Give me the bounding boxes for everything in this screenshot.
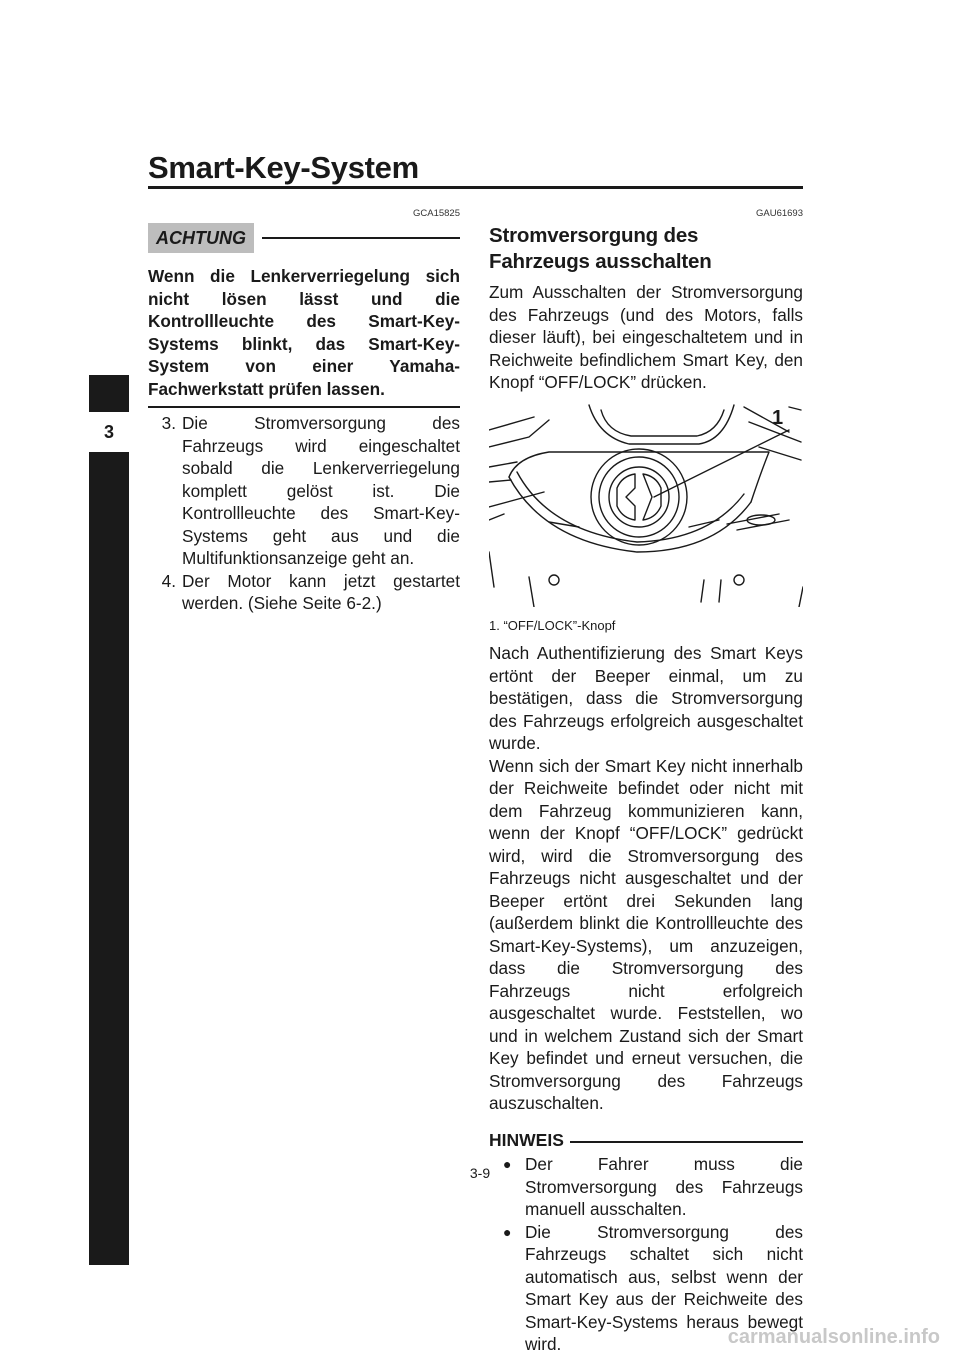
reference-code: GAU61693 <box>755 208 803 219</box>
paragraph: Wenn sich der Smart Key nicht innerhalb der Reichweite befindet oder nicht mit dem Fahrzeug kommunizieren kann, wenn der Knopf “OFF/LOCK” gedrückt wird, wird die Stromversorgung des Fahrzeugs nicht ausgeschaltet und der Beeper ertönt drei Sekunden lang (außerdem blinkt die Kontrollleuchte des Smart-Key-Systems), um anzuzeigen, dass die Stromversorgung des Fahrzeugs nicht erfolgreich ausgeschaltet wurde. Feststellen, wo und in welchem Zustand sich der Smart Key befindet und erneut versuchen, die Stromversorgung des Fahrzeugs auszuschalten. <box>489 755 803 1113</box>
title-rule <box>148 186 803 189</box>
bullet-text: Die Stromversorgung des Fahrzeugs schaltet sich nicht automatisch aus, selbst wenn der Smart Key aus der Reichweite des Smart-Key-Systems heraus bewegt wird. <box>525 1221 803 1354</box>
warning-end-rule <box>148 406 460 408</box>
notice-header <box>148 223 460 253</box>
section-heading: Stromversorgung des Fahrzeugs ausschalten <box>489 224 712 273</box>
bullet-icon: ● <box>503 1223 512 1240</box>
notice-label: ACHTUNG <box>148 223 254 253</box>
left-column <box>148 205 460 615</box>
right-column <box>489 205 803 1356</box>
intro-paragraph: Zum Ausschalten der Stromversorgung des Fahrzeugs (und des Motors, falls dieser läuft), bei eingeschaltetem und in Reichweite befindlichem Smart Key, den Knopf “OFF/LOCK” drücken. <box>489 282 803 392</box>
reference-code: GCA15825 <box>412 208 460 219</box>
step-text: Die Stromversorgung des Fahrzeugs wird eingeschaltet sobald die Lenkerverriegelung komplett gelöst ist. Die Kontrollleuchte des Smart-Key-Systems geht aus und die Multifunktionsanzeige geht an. <box>182 413 460 568</box>
page-title: Smart-Key-System <box>148 150 419 185</box>
bullet-icon: ● <box>503 1156 512 1172</box>
figure-callout-label: 1 <box>772 406 784 429</box>
figure-caption: 1. “OFF/LOCK”-Knopf <box>489 618 616 633</box>
off-lock-button-illustration <box>489 402 803 607</box>
notice-rule <box>262 237 460 239</box>
watermark: carmanualsonline.info <box>727 1326 940 1348</box>
list-item <box>489 1153 803 1221</box>
note-rule <box>570 1141 803 1143</box>
chapter-tab <box>89 375 129 1265</box>
paragraph: Nach Authentifizierung des Smart Keys ertönt der Beeper einmal, um zu bestätigen, dass die Stromversorgung des Fahrzeugs erfolgreich ausgeschaltet wurde. <box>489 643 803 753</box>
step-list <box>148 412 460 615</box>
note-title: HINWEIS <box>489 1129 564 1150</box>
list-item <box>148 412 460 570</box>
chapter-number: 3 <box>89 412 129 452</box>
note-header <box>489 1129 803 1152</box>
step-text: Der Motor kann jetzt gestartet werden. (Siehe Seite 6-2.) <box>182 570 460 613</box>
list-item <box>148 570 460 615</box>
page-number: 3-9 <box>469 1165 491 1181</box>
bullet-text: Der Fahrer muss die Stromversorgung des Fahrzeugs manuell ausschalten. <box>525 1154 803 1219</box>
step-number: 3. <box>161 413 176 433</box>
warning-text: Wenn die Lenkerverriegelung sich nicht lösen lässt und die Kontrollleuchte des Smart-Key-Systems blinkt, das Smart-Key-System von einer Yamaha-Fachwerkstatt prüfen lassen. <box>148 266 460 399</box>
step-number: 4. <box>161 570 176 591</box>
